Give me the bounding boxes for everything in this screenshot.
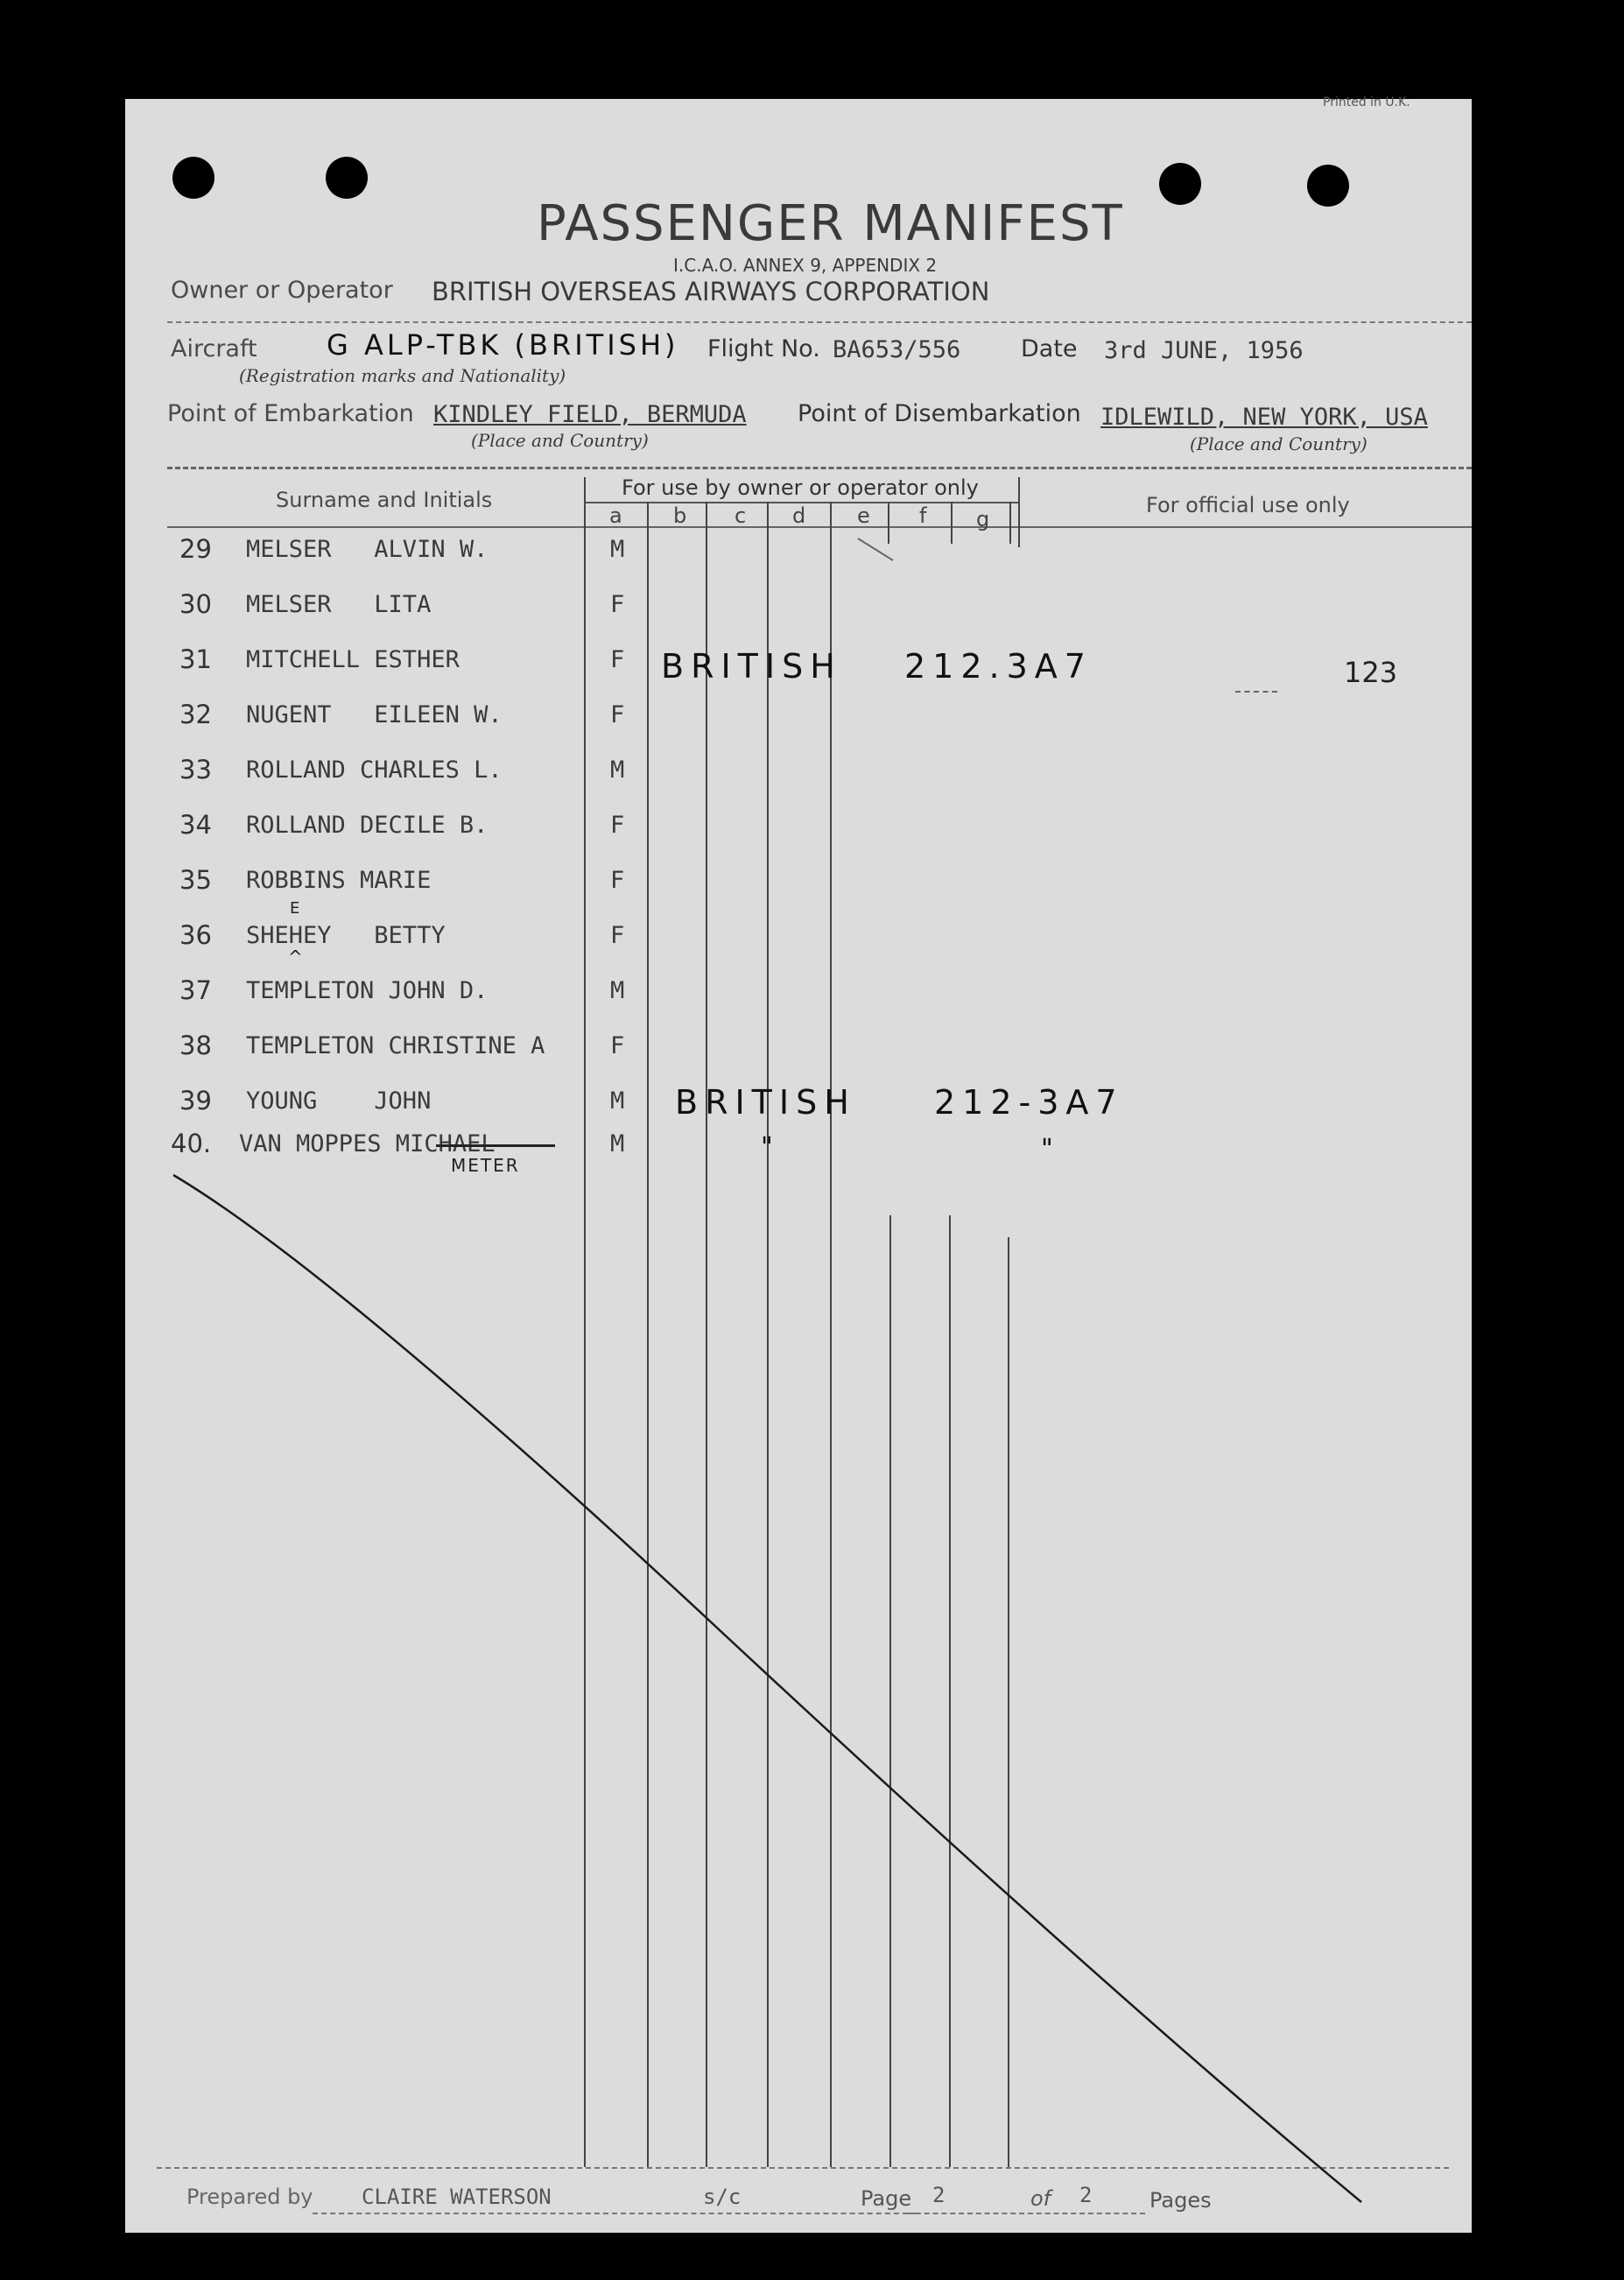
- flight-value: BA653/556: [833, 336, 961, 363]
- embark-label: Point of Embarkation: [167, 400, 414, 427]
- row-number: 30: [179, 589, 212, 619]
- passenger-sex: F: [610, 701, 625, 728]
- passenger-name: ROLLAND DECILE B.: [246, 812, 489, 839]
- row40-correction: METER: [451, 1155, 520, 1176]
- row-number: 32: [179, 700, 212, 729]
- page-label: Page: [861, 2186, 912, 2211]
- passenger-name: SHEHEY BETTY: [246, 922, 446, 949]
- sub-col-f: f: [919, 503, 927, 528]
- row40-ditto: ": [761, 1132, 780, 1163]
- flight-label: Flight No.: [707, 335, 820, 362]
- printer-imprint: Printed in U.K.: [1323, 95, 1410, 109]
- disembark-caption: (Place and Country): [1190, 433, 1367, 454]
- passenger-sex: M: [610, 1087, 625, 1115]
- embark-value: KINDLEY FIELD, BERMUDA: [433, 401, 747, 428]
- passenger-sex: F: [610, 591, 625, 618]
- passenger-sex: M: [610, 1130, 625, 1158]
- row-number: 40.: [171, 1129, 212, 1158]
- sub-col-d: d: [792, 503, 806, 528]
- date-label: Date: [1021, 335, 1078, 362]
- of-value: 2: [1079, 2183, 1093, 2207]
- prepared-label: Prepared by: [186, 2185, 313, 2209]
- row-number: 37: [179, 975, 212, 1005]
- col-surname-header: Surname and Initials: [276, 488, 493, 512]
- col-owner-use-header: For use by owner or operator only: [622, 475, 979, 500]
- row-number: 33: [179, 755, 212, 785]
- row36-insert-mark: E: [290, 899, 300, 918]
- row31-official-number: 123: [1344, 656, 1398, 689]
- passenger-name: NUGENT EILEEN W.: [246, 701, 503, 728]
- col-official-header: For official use only: [1146, 493, 1350, 517]
- row-number: 35: [179, 865, 212, 895]
- row39-nationality: BRITISH: [675, 1083, 856, 1122]
- sub-col-g: g: [976, 507, 990, 531]
- passenger-name: VAN MOPPES MICHAEL: [239, 1130, 496, 1158]
- aircraft-value: G ALP-TBK (BRITISH): [327, 328, 679, 362]
- passenger-sex: M: [610, 977, 625, 1004]
- embark-caption: (Place and Country): [471, 430, 649, 451]
- disembark-value: IDLEWILD, NEW YORK, USA: [1100, 404, 1428, 431]
- aircraft-label: Aircraft: [171, 335, 257, 362]
- owner-label: Owner or Operator: [171, 277, 393, 304]
- passenger-sex: M: [610, 756, 625, 784]
- sub-col-b: b: [673, 503, 687, 528]
- passenger-name: TEMPLETON JOHN D.: [246, 977, 489, 1004]
- row-number: 31: [179, 644, 212, 674]
- passenger-sex: F: [610, 922, 625, 949]
- passenger-name: YOUNG JOHN: [246, 1087, 432, 1115]
- page-title: PASSENGER MANIFEST: [537, 195, 1124, 252]
- aircraft-caption: (Registration marks and Nationality): [239, 365, 566, 386]
- row31-code: 212.3A7: [904, 647, 1093, 686]
- passenger-sex: F: [610, 1032, 625, 1059]
- passenger-name: MELSER ALVIN W.: [246, 536, 489, 563]
- page-value: 2: [932, 2183, 946, 2207]
- passenger-name: TEMPLETON CHRISTINE A: [246, 1032, 545, 1059]
- date-value: 3rd JUNE, 1956: [1104, 337, 1304, 364]
- row-number: 29: [179, 534, 212, 564]
- row36-caret-mark: ^: [288, 946, 303, 968]
- row39-code: 212-3A7: [934, 1083, 1124, 1122]
- row-number: 39: [179, 1086, 212, 1115]
- prepared-suffix: s/c: [703, 2185, 742, 2209]
- row-number: 34: [179, 810, 212, 840]
- passenger-sex: F: [610, 867, 625, 894]
- row-number: 38: [179, 1031, 212, 1060]
- sub-col-c: c: [735, 503, 747, 528]
- pages-label: Pages: [1149, 2188, 1212, 2213]
- sub-col-e: e: [857, 503, 870, 528]
- page-subtitle: I.C.A.O. ANNEX 9, APPENDIX 2: [673, 255, 938, 276]
- passenger-name: MITCHELL ESTHER: [246, 646, 460, 673]
- disembark-label: Point of Disembarkation: [798, 400, 1081, 427]
- row-number: 36: [179, 920, 212, 950]
- passenger-sex: F: [610, 646, 625, 673]
- sub-col-a: a: [609, 503, 622, 528]
- passenger-name: ROLLAND CHARLES L.: [246, 756, 503, 784]
- of-label: of: [1030, 2186, 1051, 2211]
- passenger-name: MELSER LITA: [246, 591, 432, 618]
- owner-value: BRITISH OVERSEAS AIRWAYS CORPORATION: [432, 277, 990, 306]
- passenger-sex: M: [610, 536, 625, 563]
- passenger-sex: F: [610, 812, 625, 839]
- row40-ditto: ": [1041, 1134, 1060, 1165]
- prepared-value: CLAIRE WATERSON: [362, 2185, 552, 2209]
- row31-nationality: BRITISH: [661, 647, 842, 686]
- passenger-name: ROBBINS MARIE: [246, 867, 432, 894]
